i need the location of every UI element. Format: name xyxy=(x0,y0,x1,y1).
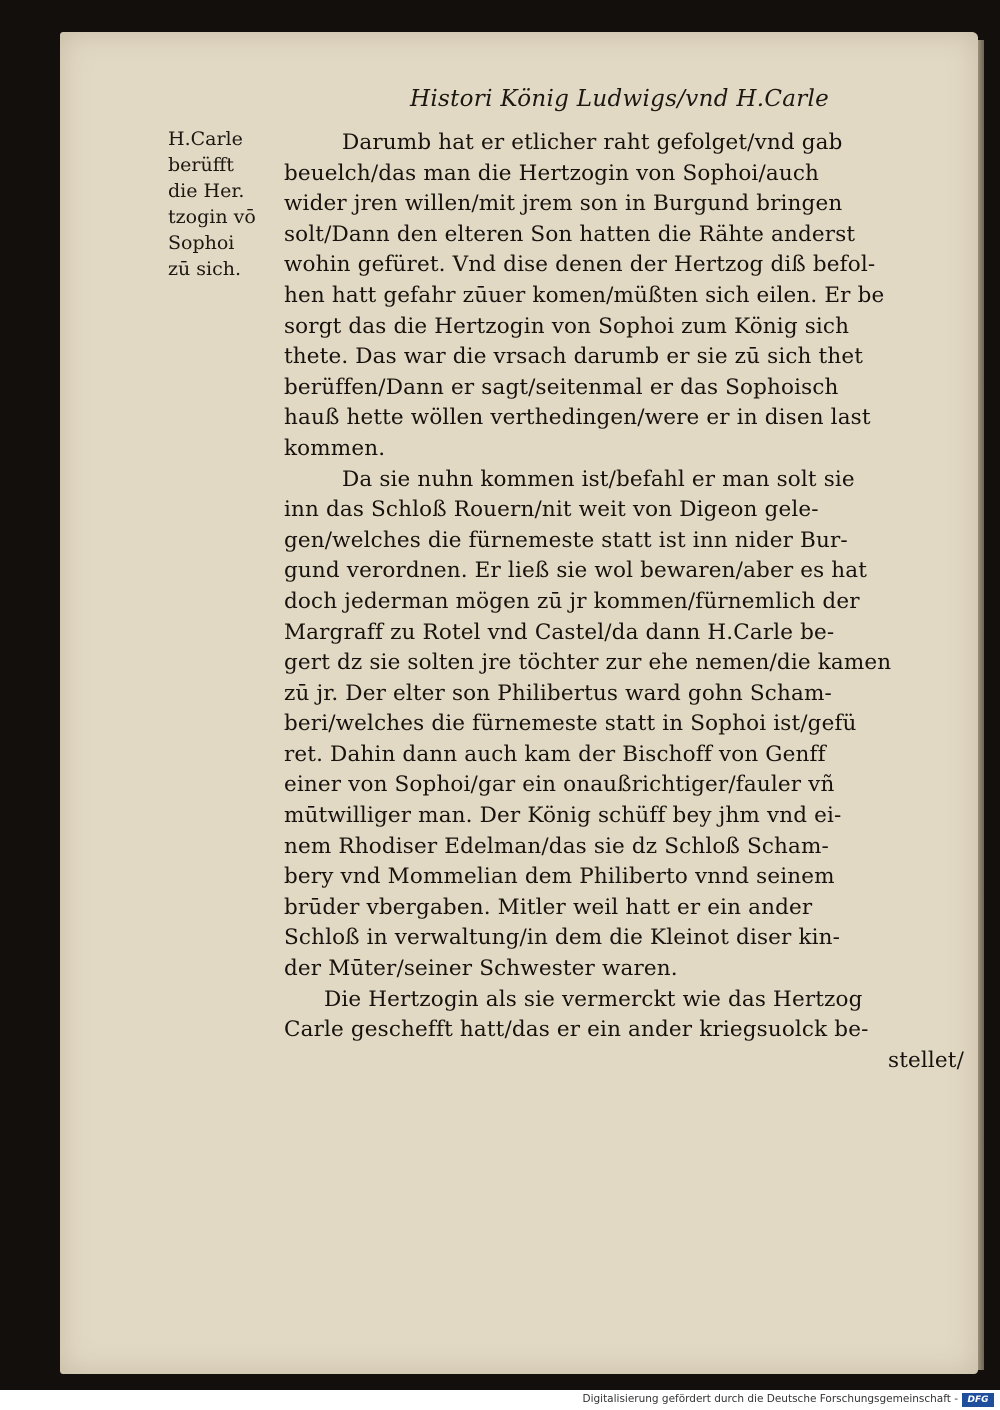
text-line: inn das Schloß Rouern/nit weit von Digeon gele- xyxy=(284,497,819,523)
text-line: wohin gefüret. Vnd dise denen der Hertzog diß befol- xyxy=(284,252,876,278)
text-line: doch jederman mögen zū jr kommen/fürnemlich der xyxy=(284,588,860,614)
text-line: solt/Dann den elteren Son hatten die Rähte anderst xyxy=(284,221,856,247)
marginal-line: zū sich. xyxy=(168,258,242,280)
text-line: thete. Das war die vrsach darumb er sie zū sich thet xyxy=(284,344,863,370)
text-line: der Mūter/seiner Schwester waren. xyxy=(284,956,678,982)
dfg-logo: DFG xyxy=(962,1393,994,1407)
text-line: Schloß in verwaltung/in dem die Kleinot diser kin- xyxy=(284,925,841,951)
marginal-note xyxy=(168,126,280,282)
text-line: zū jr. Der elter son Philibertus ward gohn Scham- xyxy=(284,680,832,706)
text-line: Margraff zu Rotel vnd Castel/da dann H.Carle be- xyxy=(284,619,835,645)
marginal-line: H.Carle xyxy=(168,128,243,150)
text-line: mūtwilliger man. Der König schüff bey jhm vnd ei- xyxy=(284,803,842,829)
marginal-line: tzogin vō xyxy=(168,206,256,228)
footer-bar xyxy=(0,1390,1000,1410)
marginal-line: die Her. xyxy=(168,180,245,202)
text-line: beuelch/das man die Hertzogin von Sophoi/auch xyxy=(284,160,820,186)
text-line: Da sie nuhn kommen ist/befahl er man solt sie xyxy=(342,466,855,492)
marginal-line: berüfft xyxy=(168,154,234,176)
text-line: hauß hette wöllen verthedingen/were er in disen last xyxy=(284,405,871,431)
text-line: gund verordnen. Er ließ sie wol bewaren/aber es hat xyxy=(284,558,868,584)
catchword: stellet/ xyxy=(888,1047,964,1073)
text-line: kommen. xyxy=(284,435,386,461)
text-line: berüffen/Dann er sagt/seitenmal er das Sophoisch xyxy=(284,374,839,400)
text-line: gen/welches die fürnemeste statt ist inn nider Bur- xyxy=(284,527,848,553)
text-line: gert dz sie solten jre töchter zur ehe nemen/die kamen xyxy=(284,650,892,676)
running-head: Histori König Ludwigs/vnd H.Carle xyxy=(410,86,830,112)
text-line: Darumb hat er etlicher raht gefolget/vnd gab xyxy=(342,130,843,155)
marginal-line: Sophoi xyxy=(168,232,235,254)
text-line: Carle geschefft hatt/das er ein ander kriegsuolck be- xyxy=(284,1017,869,1043)
text-line: bery vnd Mommelian dem Philiberto vnnd seinem xyxy=(284,864,835,890)
text-line: brūder vbergaben. Mitler weil hatt er ein ander xyxy=(284,894,813,920)
body-text xyxy=(284,128,964,1076)
text-line: ret. Dahin dann auch kam der Bischoff von Genff xyxy=(284,741,826,767)
text-line: einer von Sophoi/gar ein onaußrichtiger/fauler vñ xyxy=(284,772,835,798)
text-line: Die Hertzogin als sie vermerckt wie das Hertzog xyxy=(324,986,863,1012)
text-line: wider jren willen/mit jrem son in Burgund bringen xyxy=(284,191,843,217)
funding-credit: Digitalisierung gefördert durch die Deutsche Forschungsgemeinschaft - xyxy=(582,1393,958,1405)
text-line: sorgt das die Hertzogin von Sophoi zum König sich xyxy=(284,313,850,339)
text-line: hen hatt gefahr zūuer komen/müßten sich eilen. Er be xyxy=(284,282,885,308)
text-line: nem Rhodiser Edelman/das sie dz Schloß Scham- xyxy=(284,833,829,859)
text-line: beri/welches die fürnemeste statt in Sophoi ist/gefü xyxy=(284,711,857,737)
